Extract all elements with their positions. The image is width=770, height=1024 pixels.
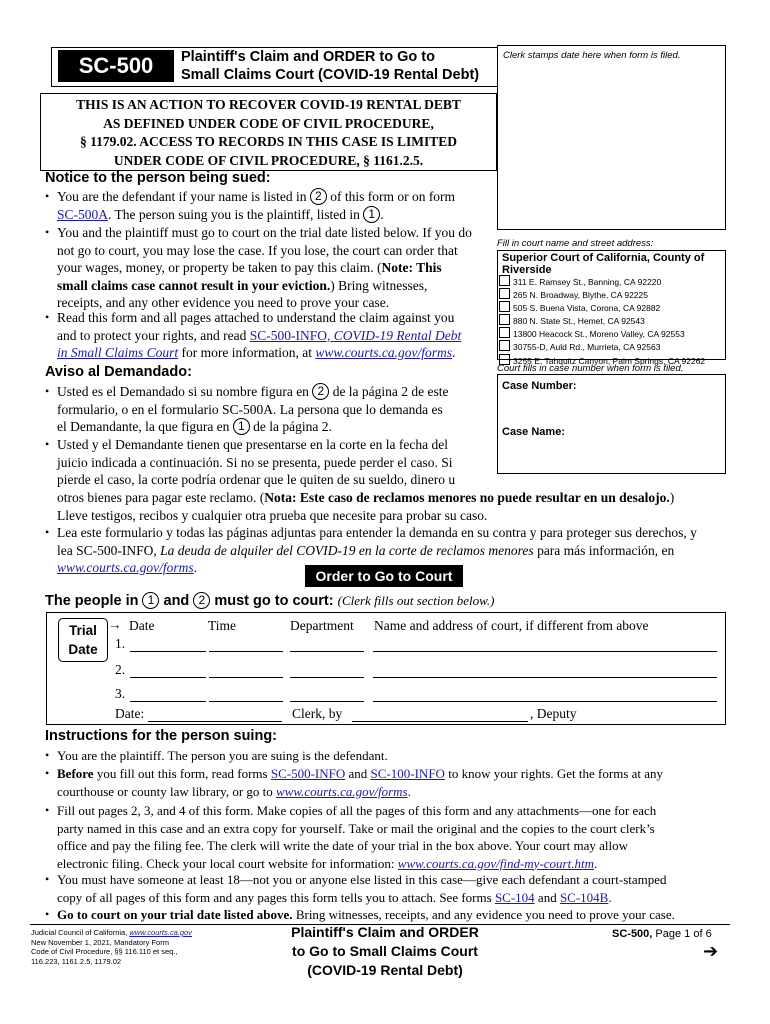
case-name-field[interactable] [502, 440, 720, 468]
case-name-label: Case Name: [502, 426, 565, 438]
footer-title: Plaintiff's Claim and ORDER to Go to Small Claims Court (COVID-19 Rental Debt) [291, 924, 479, 978]
col-address: Name and address of court, if different from above [374, 618, 649, 633]
trial-date-field[interactable] [130, 639, 206, 652]
text: receipts, and any other evidence you need to prove your case. [57, 295, 390, 310]
trial-address-field[interactable] [373, 665, 717, 678]
court-name: Superior Court of California, County of Riverside [502, 252, 705, 276]
checkbox[interactable] [499, 275, 510, 286]
text: your wages, money, or property be taken to pay this claim. ( [57, 260, 382, 275]
courts-forms-link[interactable]: www.courts.ca.gov/forms [315, 345, 453, 360]
text: ) Bring witnesses, [330, 277, 428, 293]
case-fill-label: Court fills in case number when form is filed. [497, 363, 684, 374]
court-address-option[interactable]: 265 N. Broadway, Blythe, CA 92225 [499, 288, 705, 301]
clerk-label: Clerk, by [292, 706, 343, 721]
party-2-marker: 2 [310, 188, 327, 205]
text: lea SC-500-INFO, [57, 542, 157, 558]
text: You and the plaintiff must go to court on the trial date listed below. If you do [57, 225, 472, 240]
notice-line: § 1179.02. ACCESS TO RECORDS IN THIS CASE IS LIMITED [80, 134, 457, 149]
courts-link[interactable]: www.courts.ca.gov [129, 928, 192, 937]
col-date: Date [129, 618, 155, 633]
court-address-list [499, 275, 705, 367]
checkbox[interactable] [499, 314, 510, 325]
text: office and pay the filing fee. The clerk will write the date of your trial in the box above. Your court may allow [57, 838, 628, 853]
sc-100-info-link[interactable]: SC-100-INFO [370, 766, 445, 781]
text: de la página 2 de este [332, 384, 449, 399]
find-my-court-link[interactable]: www.courts.ca.gov/find-my-court.htm [397, 855, 594, 871]
trial-address-field[interactable] [373, 639, 717, 652]
instructions-heading: Instructions for the person suing: [45, 728, 278, 744]
courts-forms-link[interactable]: www.courts.ca.gov/forms [276, 783, 408, 799]
order-date-field[interactable] [148, 709, 282, 722]
checkbox[interactable] [499, 340, 510, 351]
text: otros bienes para pagar este reclamo. ( [57, 490, 265, 505]
court-address-option[interactable]: 311 E. Ramsey St., Banning, CA 92220 [499, 275, 705, 288]
notice-line: UNDER CODE OF CIVIL PROCEDURE, § 1161.2.5. [113, 152, 424, 168]
text: el Demandante, la que figura en [57, 419, 230, 434]
text: Lea este formulario y todas las páginas adjuntas para entender la demanda en su contra y para proteger sus derechos, y [57, 525, 697, 540]
sc-104b-link[interactable]: SC-104B [559, 889, 609, 905]
case-number-field[interactable] [502, 394, 720, 416]
sc-500-info-link[interactable]: SC-500-INFO, COVID-19 Rental Debt [249, 327, 462, 343]
clerk-name-field[interactable] [352, 709, 528, 722]
text: for more information, at [181, 345, 312, 360]
trial-dept-field[interactable] [290, 665, 364, 678]
next-page-arrow-icon: ➔ [703, 941, 719, 961]
courts-forms-link[interactable]: www.courts.ca.gov/forms [57, 560, 194, 575]
text: Usted y el Demandante tienen que presentarse en la corte en la fecha del [57, 437, 448, 452]
text: Nota: Este caso de reclamos menores no puede resultar en un desalojo. [264, 490, 670, 505]
court-fill-label: Fill in court name and street address: [497, 238, 654, 249]
trial-date-field[interactable] [130, 689, 206, 702]
party-2-marker: 2 [312, 383, 329, 400]
text: . [380, 206, 384, 222]
covid-notice-box [40, 93, 497, 171]
arrow-icon: → [108, 617, 122, 632]
text: You must have someone at least 18—not you or anyone else listed in this case—give each defendant a court-stamped [57, 872, 667, 887]
party-1-marker: 1 [363, 206, 380, 223]
checkbox[interactable] [499, 288, 510, 299]
page-number: SC-500, Page 1 of 6 [612, 928, 712, 940]
form-id-badge: SC-500 [58, 50, 174, 82]
trial-time-field[interactable] [209, 639, 283, 652]
notice-sued-heading: Notice to the person being sued: [45, 170, 271, 186]
date-label: Date: [115, 706, 145, 721]
text: Read this form and all pages attached to understand the claim against you [57, 310, 455, 325]
row-number: 3. [115, 686, 126, 701]
col-time: Time [208, 618, 237, 633]
text: Lleve testigos, recibos y cualquier otra prueba que necesite para probar su caso. [57, 507, 488, 523]
row-number: 1. [115, 636, 126, 651]
form-title-line2: Small Claims Court (COVID-19 Rental Debt) [181, 67, 480, 83]
text: . The person suing you is the plaintiff, listed in [108, 206, 360, 222]
text: de la página 2. [253, 419, 332, 434]
sc-500a-link[interactable]: SC-500A [57, 206, 109, 222]
court-address-option[interactable]: 880 N. State St., Hemet, CA 92543 [499, 314, 705, 327]
trial-dept-field[interactable] [290, 639, 364, 652]
trial-date-field[interactable] [130, 665, 206, 678]
col-department: Department [290, 618, 354, 633]
notice-line: AS DEFINED UNDER CODE OF CIVIL PROCEDURE, [103, 115, 434, 131]
text: pierde el caso, la corte podría ordenar que le quiten de su sueldo, dinero u [57, 472, 456, 487]
trial-date-label: Trial Date [58, 618, 108, 662]
trial-address-field[interactable] [373, 689, 717, 702]
aviso-heading: Aviso al Demandado: [45, 364, 192, 380]
court-address-option[interactable]: 13800 Heacock St., Moreno Valley, CA 92553 [499, 327, 705, 340]
party-2-marker: 2 [193, 592, 210, 609]
text: formulario, o en el formulario SC-500A. La persona que lo demanda es [57, 401, 443, 417]
text: You are the plaintiff. The person you are suing is the defendant. [57, 748, 388, 763]
text: Bring witnesses, receipts, and any evidence you need to prove your case. [295, 907, 675, 922]
footer-citation: Judicial Council of California, www.courts.ca.gov New November 1, 2021, Mandatory Form Code of Civil Procedure, §§ 116.110 et seq., 116.223, 1161.2.5, 1179.02 [31, 928, 192, 966]
party-1-marker: 1 [142, 592, 159, 609]
notice-line: THIS IS AN ACTION TO RECOVER COVID-19 RENTAL DEBT [76, 97, 461, 112]
text: Note: This [381, 260, 442, 275]
court-address-option[interactable]: 505 S. Buena Vista, Corona, CA 92882 [499, 301, 705, 314]
case-number-label: Case Number: [502, 380, 577, 392]
text: You are the defendant if your name is listed in [57, 189, 307, 204]
form-title-line1: Plaintiff's Claim and ORDER to Go to [181, 49, 435, 65]
text: small claims case cannot result in your eviction. [57, 277, 331, 293]
trial-dept-field[interactable] [290, 689, 364, 702]
trial-time-field[interactable] [209, 689, 283, 702]
text: not go to court, you may lose the case. If you lose, the court can order that [57, 242, 458, 258]
text: Usted es el Demandado si su nombre figura en [57, 384, 309, 399]
deputy-label: , Deputy [530, 706, 577, 721]
text: party named in this case and an extra copy for yourself. Take or mail the original and the copies to the court clerk’s [57, 820, 655, 836]
text: Fill out pages 2, 3, and 4 of this form. Make copies of all the pages of this form and any attachments—one for each [57, 803, 657, 818]
checkbox[interactable] [499, 327, 510, 338]
party-1-marker: 1 [233, 418, 250, 435]
sc-104-link[interactable]: SC-104 [494, 889, 535, 905]
text: of this form or on form [330, 189, 456, 204]
checkbox[interactable] [499, 301, 510, 312]
court-address-option[interactable]: 3255 E. Tahquitz Canyon, Palm Springs, CA 92262 [499, 354, 705, 367]
text: para más información, en [537, 542, 675, 558]
sc-500-info-link[interactable]: SC-500-INFO [270, 766, 346, 781]
sc-500-info-link-cont[interactable]: in Small Claims Court [57, 345, 179, 360]
text: Go to court on your trial date listed above. [57, 907, 293, 922]
clerk-stamp-box [497, 45, 726, 230]
trial-time-field[interactable] [209, 665, 283, 678]
text: and to protect your rights, and read [57, 327, 247, 343]
court-address-option[interactable]: 30755-D, Auld Rd., Murrieta, CA 92563 [499, 340, 705, 353]
text: La deuda de alquiler del COVID-19 en la corte de reclamos menores [160, 542, 534, 558]
text: juicio indicada a continuación. Si no se presenta, puede perder el caso. Si [57, 454, 453, 470]
order-banner: Order to Go to Court [305, 565, 463, 587]
people-must-go-line: The people in 1 and 2 must go to court: (Clerk fills out section below.) [45, 593, 495, 609]
clerk-stamp-note: Clerk stamps date here when form is filed. [503, 50, 681, 61]
row-number: 2. [115, 662, 126, 677]
